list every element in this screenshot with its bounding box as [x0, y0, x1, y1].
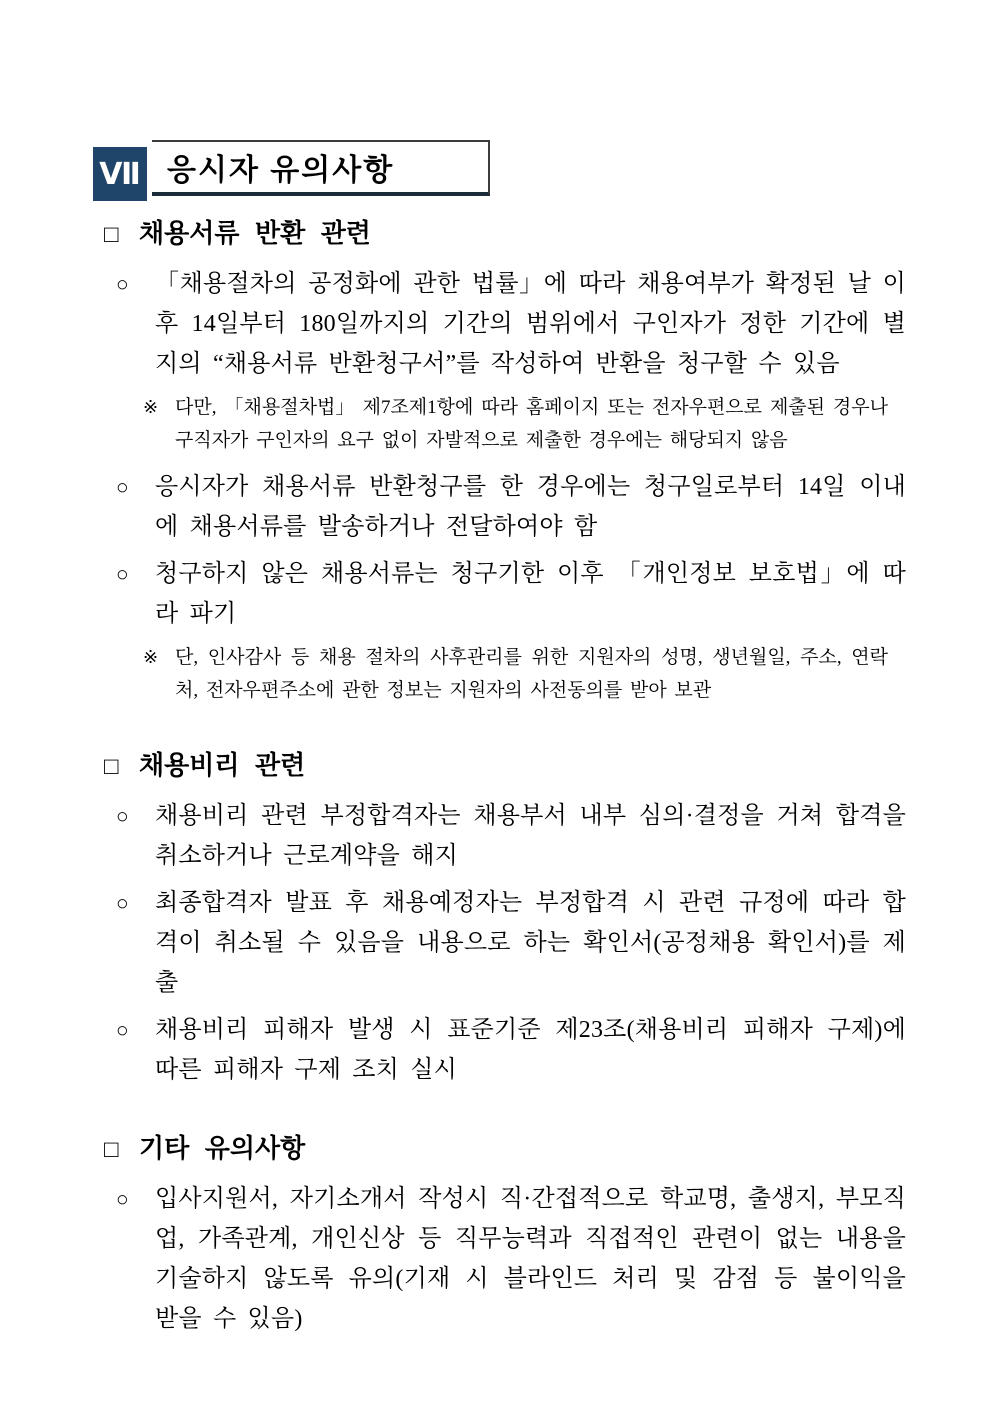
section-body	[93, 1179, 906, 1339]
section-title	[93, 749, 906, 784]
reference-note	[143, 641, 906, 707]
list-item-text: 입사지원서, 자기소개서 작성시 직·간접적으로 학교명, 출생지, 부모직업, 가족관계, 개인신상 등 직무능력과 직접적인 관련이 없는 내용을 기술하지 않도록 유의(기재 시 블라인드 처리 및 감점 등 불이익을 받을 수 있음)	[155, 1186, 906, 1332]
list-item	[93, 554, 906, 634]
list-item	[93, 796, 906, 876]
circle-bullet-icon: ○	[116, 804, 129, 828]
list-item-text: 채용비리 피해자 발생 시 표준기준 제23조(채용비리 피해자 구제)에 따른 피해자 구제 조치 실시	[155, 1017, 906, 1083]
list-item-text: 응시자가 채용서류 반환청구를 한 경우에는 청구일로부터 14일 이내에 채용서류를 발송하거나 전달하여야 함	[155, 474, 906, 540]
circle-bullet-icon: ○	[116, 1187, 129, 1211]
square-bullet-icon: □	[104, 1137, 119, 1163]
list-item	[93, 1010, 906, 1090]
section-number-badge: Ⅶ	[93, 147, 147, 201]
section-title	[93, 1132, 906, 1167]
list-item	[93, 1179, 906, 1339]
list-item	[93, 264, 906, 384]
list-item-text: 최종합격자 발표 후 채용예정자는 부정합격 시 관련 규정에 따라 합격이 취소될 수 있음을 내용으로 하는 확인서(공정채용 확인서)를 제출	[155, 890, 906, 996]
section-other-notices	[93, 1132, 906, 1339]
list-item	[93, 883, 906, 1003]
document-header	[93, 140, 906, 201]
section-title	[93, 217, 906, 252]
section-hiring-corruption	[93, 749, 906, 1090]
list-item	[93, 467, 906, 547]
circle-bullet-icon: ○	[116, 475, 129, 499]
section-body	[93, 796, 906, 1090]
reference-note-text: 다만, 「채용절차법」 제7조제1항에 따라 홈페이지 또는 전자우편으로 제출된 경우나 구직자가 구인자의 요구 없이 자발적으로 제출한 경우에는 해당되지 않음	[175, 397, 888, 451]
reference-note-text: 단, 인사감사 등 채용 절차의 사후관리를 위한 지원자의 성명, 생년월일, 주소, 연락처, 전자우편주소에 관한 정보는 지원자의 사전동의를 받아 보관	[175, 647, 888, 701]
circle-bullet-icon: ○	[116, 562, 129, 586]
section-body	[93, 264, 906, 707]
reference-mark-icon: ※	[143, 397, 159, 417]
section-title-text: 기타 유의사항	[139, 1134, 306, 1163]
square-bullet-icon: □	[104, 222, 119, 248]
list-item-text: 청구하지 않은 채용서류는 청구기한 이후 「개인정보 보호법」에 따라 파기	[155, 561, 906, 627]
page-title: 응시자 유의사항	[167, 154, 395, 187]
reference-mark-icon: ※	[143, 647, 159, 667]
list-item-text: 채용비리 관련 부정합격자는 채용부서 내부 심의·결정을 거쳐 합격을 취소하거나 근로계약을 해지	[155, 803, 906, 869]
list-item-text: 「채용절차의 공정화에 관한 법률」에 따라 채용여부가 확정된 날 이후 14일부터 180일까지의 기간의 범위에서 구인자가 정한 기간에 별지의 “채용서류 반환청구서”를 작성하여 반환을 청구할 수 있음	[155, 271, 906, 377]
circle-bullet-icon: ○	[116, 891, 129, 915]
square-bullet-icon: □	[104, 754, 119, 780]
circle-bullet-icon: ○	[116, 272, 129, 296]
section-title-text: 채용비리 관련	[139, 751, 306, 780]
circle-bullet-icon: ○	[116, 1018, 129, 1042]
section-document-return	[93, 217, 906, 707]
section-title-text: 채용서류 반환 관련	[139, 219, 371, 248]
title-box	[152, 140, 490, 196]
reference-note	[143, 391, 906, 457]
